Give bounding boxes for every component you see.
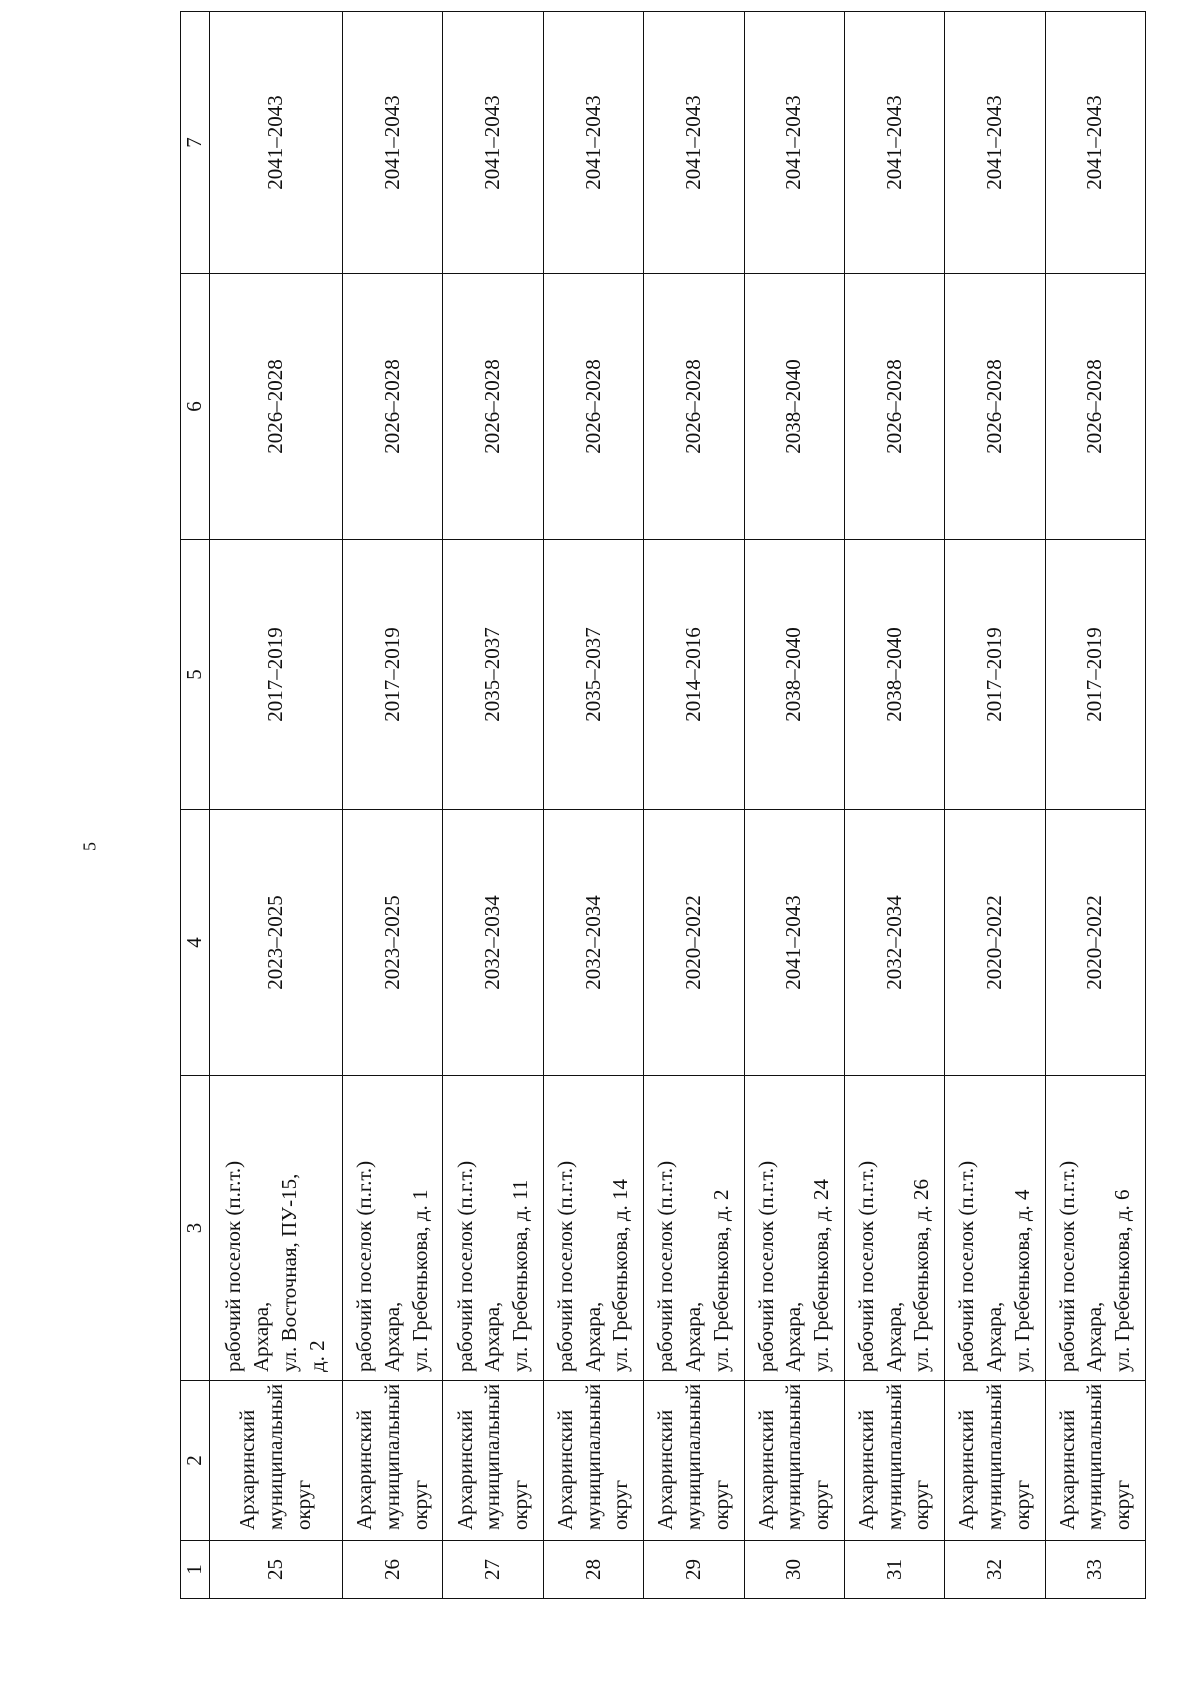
region-cell-line: Архаринский [552, 1409, 577, 1530]
region-cell [844, 1381, 944, 1541]
address-cell-line: Архара, [881, 1301, 906, 1372]
period-cell-7: 2041–2043 [209, 12, 342, 274]
header-row [181, 12, 210, 1599]
table-row [945, 12, 1045, 1599]
period-cell-5: 2017–2019 [1045, 540, 1145, 810]
address-cell [644, 1076, 744, 1381]
region-cell-line: округ [407, 1479, 432, 1530]
address-cell-line: рабочий поселок (п.г.т.) [653, 1160, 678, 1372]
row-number-cell: 31 [844, 1541, 944, 1599]
table-row [209, 12, 342, 1599]
table-row [343, 12, 443, 1599]
period-cell-5: 2017–2019 [343, 540, 443, 810]
column-header: 3 [181, 1076, 210, 1381]
row-number-cell: 25 [209, 1541, 342, 1599]
table-row [543, 12, 643, 1599]
region-cell-line: Архаринский [853, 1409, 878, 1530]
region-cell [443, 1381, 543, 1541]
period-cell-6: 2026–2028 [343, 274, 443, 540]
row-number-cell: 32 [945, 1541, 1045, 1599]
address-cell-line: рабочий поселок (п.г.т.) [552, 1160, 577, 1372]
address-cell [744, 1076, 844, 1381]
period-cell-7: 2041–2043 [945, 12, 1045, 274]
period-cell-5: 2038–2040 [744, 540, 844, 810]
address-cell [844, 1076, 944, 1381]
region-cell [1045, 1381, 1145, 1541]
region-cell-line: округ [809, 1479, 834, 1530]
page-number: 5 [79, 842, 100, 851]
period-cell-6: 2038–2040 [744, 274, 844, 540]
column-header: 4 [181, 810, 210, 1076]
region-cell [644, 1381, 744, 1541]
period-cell-7: 2041–2043 [1045, 12, 1145, 274]
period-cell-7: 2041–2043 [744, 12, 844, 274]
period-cell-6: 2026–2028 [543, 274, 643, 540]
region-cell [945, 1381, 1045, 1541]
period-cell-5: 2017–2019 [945, 540, 1045, 810]
address-cell-line: Архара, [249, 1301, 274, 1372]
table-row [744, 12, 844, 1599]
row-number-cell: 28 [543, 1541, 643, 1599]
region-cell-line: округ [1009, 1479, 1034, 1530]
region-cell-line: муниципальный [781, 1383, 806, 1530]
address-cell-line: Архара, [480, 1301, 505, 1372]
address-cell-line: ул. Гребенькова, д. 26 [909, 1178, 934, 1372]
period-cell-6: 2026–2028 [1045, 274, 1145, 540]
column-header: 6 [181, 274, 210, 540]
region-cell-line: муниципальный [263, 1383, 288, 1530]
address-cell-line: рабочий поселок (п.г.т.) [1054, 1160, 1079, 1372]
period-cell-5: 2038–2040 [844, 540, 944, 810]
period-cell-4: 2032–2034 [443, 810, 543, 1076]
data-table [180, 11, 1146, 1599]
address-cell-line: ул. Гребенькова, д. 24 [809, 1178, 834, 1372]
region-cell-line: муниципальный [480, 1383, 505, 1530]
address-cell-line: рабочий поселок (п.г.т.) [853, 1160, 878, 1372]
table-row [644, 12, 744, 1599]
row-number-cell: 27 [443, 1541, 543, 1599]
region-cell-line: Архаринский [352, 1409, 377, 1530]
region-cell-line: Архаринский [1054, 1409, 1079, 1530]
address-cell-line: рабочий поселок (п.г.т.) [452, 1160, 477, 1372]
address-cell-line: ул. Гребенькова, д. 1 [407, 1189, 432, 1372]
region-cell-line: муниципальный [881, 1383, 906, 1530]
column-header: 5 [181, 540, 210, 810]
address-cell [543, 1076, 643, 1381]
region-cell [543, 1381, 643, 1541]
row-number-cell: 30 [744, 1541, 844, 1599]
address-cell-line: Архара, [1082, 1301, 1107, 1372]
address-cell-line: Архара, [781, 1301, 806, 1372]
column-header: 2 [181, 1381, 210, 1541]
region-cell-line: округ [708, 1479, 733, 1530]
region-cell-line: муниципальный [1082, 1383, 1107, 1530]
region-cell-line: муниципальный [680, 1383, 705, 1530]
region-cell-line: Архаринский [653, 1409, 678, 1530]
address-cell-line: Архара, [379, 1301, 404, 1372]
period-cell-7: 2041–2043 [343, 12, 443, 274]
period-cell-5: 2035–2037 [543, 540, 643, 810]
address-cell-line: Архара, [580, 1301, 605, 1372]
period-cell-7: 2041–2043 [644, 12, 744, 274]
address-cell [209, 1076, 342, 1381]
region-cell-line: Архаринский [452, 1409, 477, 1530]
address-cell-line: ул. Гребенькова, д. 6 [1110, 1189, 1135, 1372]
address-cell-line: ул. Восточная, ПУ-15, [276, 1173, 301, 1372]
region-cell-line: Архаринский [954, 1409, 979, 1530]
table-row [844, 12, 944, 1599]
period-cell-7: 2041–2043 [844, 12, 944, 274]
period-cell-5: 2017–2019 [209, 540, 342, 810]
address-cell [945, 1076, 1045, 1381]
address-cell-line: ул. Гребенькова, д. 4 [1009, 1189, 1034, 1372]
period-cell-6: 2026–2028 [945, 274, 1045, 540]
address-cell-line: ул. Гребенькова, д. 14 [608, 1178, 633, 1372]
period-cell-7: 2041–2043 [443, 12, 543, 274]
period-cell-5: 2014–2016 [644, 540, 744, 810]
address-cell-line: рабочий поселок (п.г.т.) [352, 1160, 377, 1372]
region-cell [744, 1381, 844, 1541]
region-cell-line: муниципальный [982, 1383, 1006, 1530]
address-cell-line: ул. Гребенькова, д. 2 [708, 1189, 733, 1372]
address-cell [443, 1076, 543, 1381]
region-cell-line: округ [608, 1479, 633, 1530]
region-cell-line: муниципальный [379, 1383, 404, 1530]
address-cell-line: Архара, [982, 1301, 1006, 1372]
period-cell-4: 2023–2025 [343, 810, 443, 1076]
period-cell-4: 2032–2034 [844, 810, 944, 1076]
period-cell-5: 2035–2037 [443, 540, 543, 810]
table-container [180, 12, 1146, 1599]
period-cell-4: 2023–2025 [209, 810, 342, 1076]
table-row [1045, 12, 1145, 1599]
address-cell-line: д. 2 [304, 1340, 329, 1372]
period-cell-4: 2032–2034 [543, 810, 643, 1076]
region-cell-line: Архаринский [753, 1409, 778, 1530]
column-header: 1 [181, 1541, 210, 1599]
region-cell-line: округ [290, 1479, 315, 1530]
row-number-cell: 33 [1045, 1541, 1145, 1599]
period-cell-4: 2020–2022 [945, 810, 1045, 1076]
row-number-cell: 26 [343, 1541, 443, 1599]
address-cell [1045, 1076, 1145, 1381]
period-cell-6: 2026–2028 [443, 274, 543, 540]
region-cell [343, 1381, 443, 1541]
period-cell-4: 2041–2043 [744, 810, 844, 1076]
region-cell-line: муниципальный [580, 1383, 605, 1530]
period-cell-4: 2020–2022 [1045, 810, 1145, 1076]
period-cell-6: 2026–2028 [209, 274, 342, 540]
address-cell-line: ул. Гребенькова, д. 11 [508, 1179, 532, 1372]
region-cell-line: Архаринский [235, 1409, 260, 1530]
address-cell-line: рабочий поселок (п.г.т.) [221, 1160, 246, 1372]
address-cell-line: рабочий поселок (п.г.т.) [954, 1160, 979, 1372]
address-cell [343, 1076, 443, 1381]
period-cell-6: 2026–2028 [844, 274, 944, 540]
period-cell-7: 2041–2043 [543, 12, 643, 274]
region-cell [209, 1381, 342, 1541]
region-cell-line: округ [909, 1479, 934, 1530]
row-number-cell: 29 [644, 1541, 744, 1599]
table-row [443, 12, 543, 1599]
region-cell-line: округ [1110, 1479, 1135, 1530]
column-header: 7 [181, 12, 210, 274]
address-cell-line: Архара, [680, 1301, 705, 1372]
period-cell-6: 2026–2028 [644, 274, 744, 540]
region-cell-line: округ [508, 1479, 532, 1530]
period-cell-4: 2020–2022 [644, 810, 744, 1076]
address-cell-line: рабочий поселок (п.г.т.) [753, 1160, 778, 1372]
